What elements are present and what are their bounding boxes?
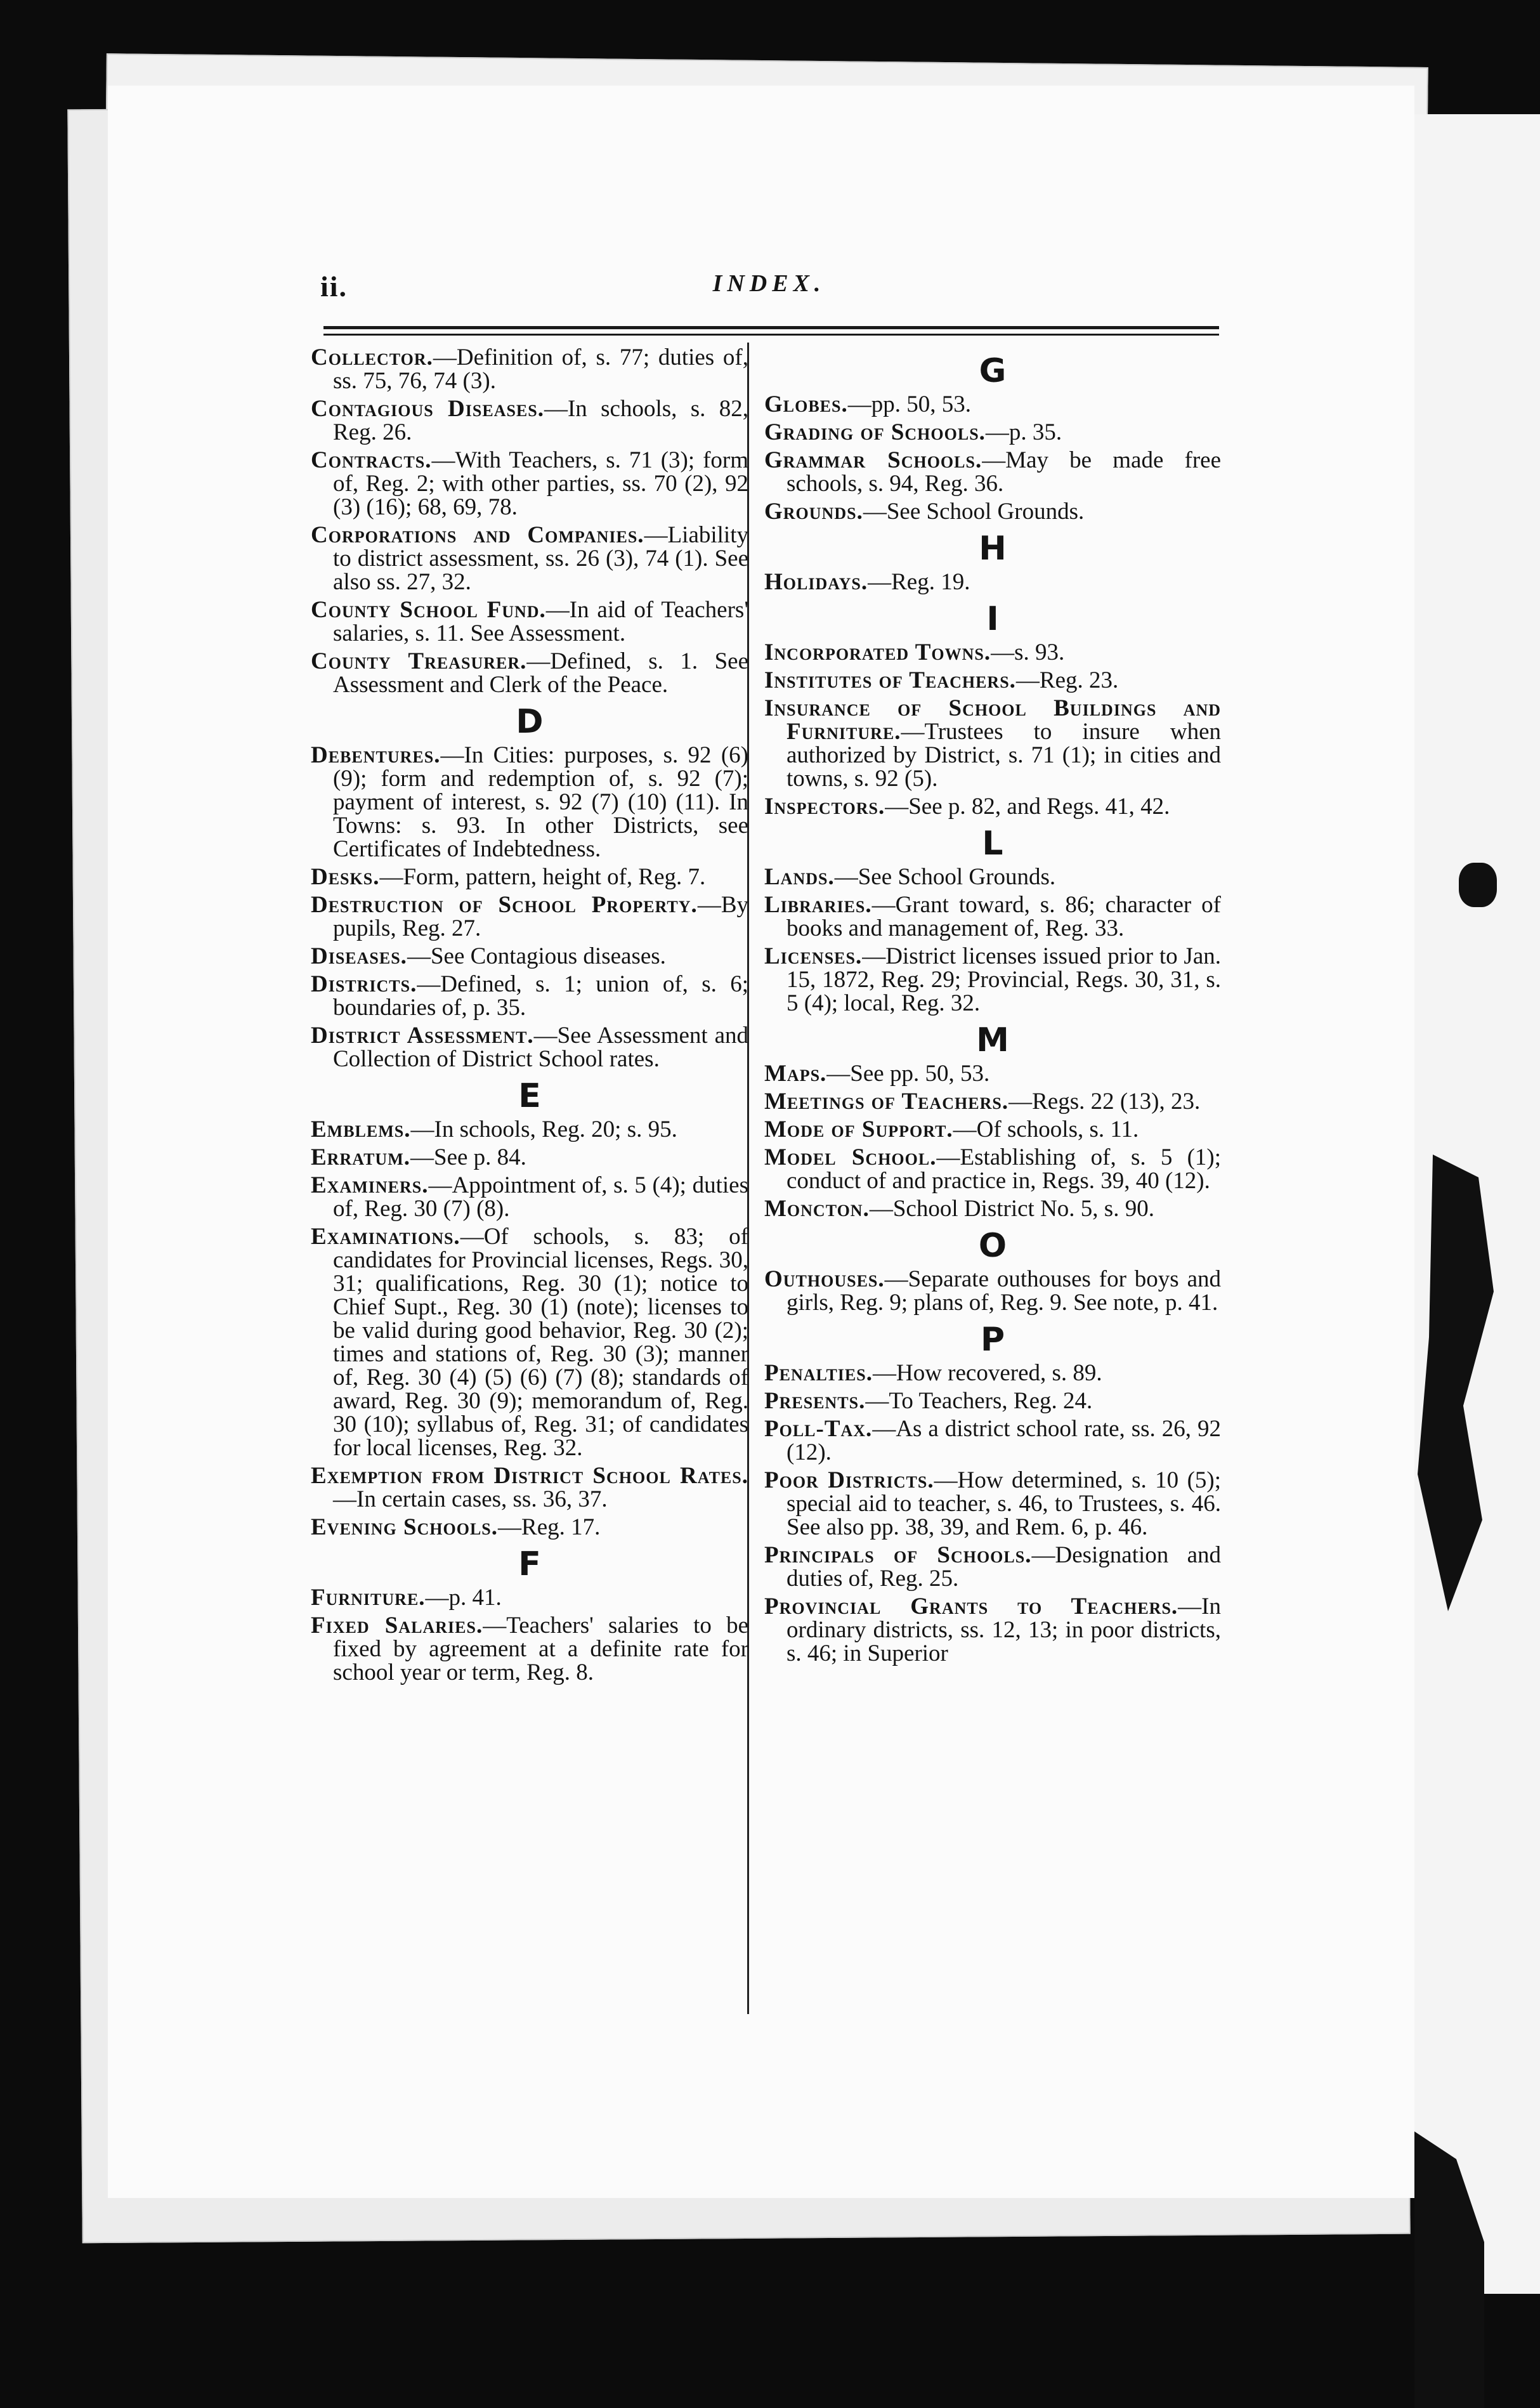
entry-text: —In aid of Teachers' salaries, s. 11. See Assessment.	[333, 597, 748, 646]
torn-paper-mark	[1414, 2131, 1484, 2408]
page-title: INDEX.	[712, 270, 826, 297]
index-entry	[764, 1469, 1221, 1539]
entry-text: —Of schools, s. 11.	[953, 1116, 1139, 1142]
entry-text: —Liability to district assessment, ss. 26 (3), 74 (1). See also ss. 27, 32.	[333, 522, 748, 595]
index-entry	[764, 1118, 1221, 1141]
entry-text: —Reg. 23.	[1015, 667, 1119, 693]
entry-heading: Districts.	[311, 971, 417, 997]
index-entry	[311, 1024, 748, 1071]
entry-text: —District licenses issued prior to Jan. 15, 1872, Reg. 29; Provincial, Regs. 30, 31, s. 5 (4); local, Reg. 32.	[786, 943, 1221, 1016]
entry-text: —p. 41.	[425, 1585, 502, 1611]
entry-heading: Diseases.	[311, 943, 407, 969]
entry-heading: Mode of Support.	[764, 1116, 953, 1142]
index-entry	[311, 865, 748, 889]
entry-heading: Insurance of School Buildings and Furniture.	[764, 695, 1221, 745]
torn-paper-mark	[1418, 1155, 1494, 1611]
entry-text: —In Cities: purposes, s. 92 (6) (9); form and redemption of, s. 92 (7); payment of interest, s. 92 (7) (10) (11). In Towns: s. 93. In other Districts, see Certificates of Indebtedness.	[333, 742, 748, 862]
page-header	[320, 270, 1218, 314]
entry-heading: Meetings of Teachers.	[764, 1089, 1009, 1115]
entry-text: —Separate outhouses for boys and girls, Reg. 9; plans of, Reg. 9. See note, p. 41.	[786, 1266, 1221, 1316]
index-entry	[764, 393, 1221, 416]
index-entry	[311, 448, 748, 519]
entry-heading: County School Fund.	[311, 597, 546, 623]
header-rule	[323, 334, 1219, 336]
entry-text: —Regs. 22 (13), 23.	[1008, 1089, 1201, 1115]
index-column-left	[311, 346, 748, 1689]
index-entry	[764, 1267, 1221, 1314]
section-letter: E	[518, 1077, 541, 1115]
entry-text: —See School Grounds.	[834, 864, 1056, 890]
section-letter: D	[516, 703, 544, 741]
entry-text: —Reg. 17.	[498, 1514, 601, 1540]
entry-heading: Desks.	[311, 864, 380, 890]
entry-text: —Defined, s. 1. See Assessment and Clerk of the Peace.	[333, 648, 748, 698]
section-letter: H	[979, 530, 1007, 568]
entry-heading: Model School.	[764, 1144, 937, 1170]
entry-heading: Furniture.	[311, 1585, 426, 1611]
entry-heading: Presents.	[764, 1388, 866, 1414]
entry-text: —Reg. 19.	[868, 569, 970, 595]
entry-heading: Fixed Salaries.	[311, 1613, 483, 1639]
torn-paper-mark	[1459, 863, 1497, 907]
entry-text: —Definition of, s. 77; duties of, ss. 75, 76, 74 (3).	[333, 344, 748, 394]
index-entry	[311, 1118, 748, 1141]
entry-heading: Lands.	[764, 864, 835, 890]
index-entry	[764, 1361, 1221, 1385]
index-entry	[311, 1515, 748, 1539]
entry-text: —Defined, s. 1; union of, s. 6; boundaries of, p. 35.	[333, 971, 748, 1021]
entry-text: —See pp. 50, 53.	[826, 1061, 990, 1087]
index-entry	[311, 598, 748, 645]
entry-text: —In certain cases, ss. 36, 37.	[333, 1486, 608, 1512]
header-rule	[323, 326, 1219, 329]
entry-text: —Of schools, s. 83; of candidates for Provincial licenses, Regs. 30, 31; qualifications, Reg. 30 (1); notice to Chief Supt., Reg. 30 (1) (note); licenses to be valid during good behavior, Reg. 30 (2); times and stations of, Reg. 30 (3); manner of, Reg. 30 (4) (5) (6) (7) (8); standards of award, Reg. 30 (9); memorandum of, Reg. 30 (10); syllabus of, Reg. 31; of candidates for local licenses, Reg. 32.	[333, 1224, 748, 1461]
entry-heading: Evening Schools.	[311, 1514, 499, 1540]
index-entry	[764, 893, 1221, 940]
index-entry	[311, 523, 748, 594]
entry-text: —To Teachers, Reg. 24.	[865, 1388, 1093, 1414]
section-letter: O	[978, 1227, 1007, 1265]
index-entry	[764, 500, 1221, 523]
index-entry	[311, 1586, 748, 1609]
entry-heading: Incorporated Towns.	[764, 639, 991, 665]
entry-text: —How recovered, s. 89.	[872, 1360, 1102, 1386]
index-entry	[311, 893, 748, 940]
index-entry	[764, 945, 1221, 1015]
index-entry	[764, 421, 1221, 444]
entry-heading: Provincial Grants to Teachers.	[764, 1593, 1178, 1620]
entry-heading: Penalties.	[764, 1360, 873, 1386]
index-entry	[764, 1146, 1221, 1193]
entry-heading: Poll-Tax.	[764, 1416, 873, 1442]
index-entry	[311, 945, 748, 968]
index-entry	[311, 346, 748, 393]
entry-heading: Inspectors.	[764, 794, 885, 820]
index-entry	[764, 1417, 1221, 1464]
entry-text: —See Contagious diseases.	[407, 943, 666, 969]
section-letter: P	[980, 1321, 1005, 1359]
entry-text: —See Assessment and Collection of District School rates.	[333, 1023, 748, 1072]
entry-heading: Destruction of School Property.	[311, 892, 698, 918]
index-entry	[311, 972, 748, 1019]
entry-text: —s. 93.	[991, 639, 1065, 665]
section-letter: F	[518, 1545, 541, 1583]
entry-heading: Exemption from District School Rates.	[311, 1463, 748, 1489]
entry-text: —In ordinary districts, ss. 12, 13; in poor districts, s. 46; in Superior	[786, 1593, 1221, 1666]
entry-text: —Designation and duties of, Reg. 25.	[786, 1542, 1221, 1592]
entry-text: —Appointment of, s. 5 (4); duties of, Reg. 30 (7) (8).	[333, 1172, 748, 1222]
entry-text: —Establishing of, s. 5 (1); conduct of and practice in, Regs. 39, 40 (12).	[786, 1144, 1221, 1194]
entry-heading: County Treasurer.	[311, 648, 527, 674]
index-entry	[764, 1090, 1221, 1113]
index-entry	[311, 1174, 748, 1220]
index-entry	[311, 1225, 748, 1460]
entry-heading: Collector.	[311, 344, 433, 370]
entry-text: —See School Grounds.	[863, 499, 1085, 525]
index-entry	[311, 650, 748, 697]
index-entry	[311, 1464, 748, 1511]
entry-text: —How determined, s. 10 (5); special aid to teacher, s. 46, to Trustees, s. 46. See also pp. 38, 39, and Rem. 6, p. 46.	[786, 1467, 1221, 1540]
entry-heading: District Assessment.	[311, 1023, 534, 1049]
section-letter: I	[986, 600, 999, 638]
entry-heading: Examiners.	[311, 1172, 429, 1198]
entry-heading: Outhouses.	[764, 1266, 885, 1292]
entry-text: —Teachers' salaries to be fixed by agreement at a definite rate for school year or term, Reg. 8.	[333, 1613, 748, 1685]
index-entry	[764, 697, 1221, 790]
entry-heading: Contracts.	[311, 447, 432, 473]
entry-text: —May be made free schools, s. 94, Reg. 36.	[786, 447, 1222, 497]
index-entry	[764, 1543, 1221, 1590]
page-number: ii.	[320, 270, 348, 303]
index-entry	[764, 641, 1221, 664]
entry-heading: Grounds.	[764, 499, 863, 525]
entry-text: —School District No. 5, s. 90.	[869, 1196, 1154, 1222]
index-entry	[764, 1197, 1221, 1220]
index-entry	[764, 865, 1221, 889]
entry-heading: Maps.	[764, 1061, 827, 1087]
entry-text: —pp. 50, 53.	[847, 391, 971, 417]
entry-text: —In schools, s. 82, Reg. 26.	[333, 396, 748, 445]
entry-text: —Form, pattern, height of, Reg. 7.	[379, 864, 706, 890]
index-entry	[764, 570, 1221, 594]
entry-heading: Libraries.	[764, 892, 872, 918]
entry-heading: Moncton.	[764, 1196, 870, 1222]
entry-heading: Poor Districts.	[764, 1467, 934, 1493]
entry-text: —See p. 82, and Regs. 41, 42.	[885, 794, 1170, 820]
index-entry	[311, 743, 748, 861]
index-entry	[311, 1614, 748, 1684]
index-column-right	[764, 346, 1221, 1670]
entry-text: —As a district school rate, ss. 26, 92 (12).	[786, 1416, 1221, 1465]
section-letter: G	[979, 352, 1007, 390]
index-entry	[311, 397, 748, 444]
index-entry	[764, 1062, 1221, 1085]
index-entry	[764, 1389, 1221, 1413]
entry-heading: Emblems.	[311, 1116, 411, 1142]
entry-heading: Corporations and Companies.	[311, 522, 644, 548]
index-entry	[764, 669, 1221, 692]
entry-text: —See p. 84.	[410, 1144, 526, 1170]
section-letter: M	[976, 1021, 1009, 1059]
entry-heading: Licenses.	[764, 943, 863, 969]
index-entry	[311, 1146, 748, 1169]
entry-heading: Contagious Diseases.	[311, 396, 544, 422]
entry-heading: Institutes of Teachers.	[764, 667, 1016, 693]
entry-heading: Grammar Schools.	[764, 447, 982, 473]
index-entry	[764, 1595, 1221, 1665]
entry-heading: Holidays.	[764, 569, 868, 595]
entry-text: —Trustees to insure when authorized by District, s. 71 (1); in cities and towns, s. 92 (5).	[786, 719, 1221, 792]
facing-page-edge	[1414, 114, 1540, 2294]
entry-heading: Examinations.	[311, 1224, 460, 1250]
entry-text: —p. 35.	[985, 419, 1062, 445]
entry-text: —In schools, Reg. 20; s. 95.	[410, 1116, 677, 1142]
entry-heading: Principals of Schools.	[764, 1542, 1032, 1568]
entry-text: —By pupils, Reg. 27.	[333, 892, 748, 941]
index-entry	[764, 795, 1221, 818]
entry-heading: Grading of Schools.	[764, 419, 986, 445]
entry-heading: Debentures.	[311, 742, 441, 768]
entry-text: —Grant toward, s. 86; character of books and management of, Reg. 33.	[786, 892, 1221, 941]
entry-heading: Erratum.	[311, 1144, 410, 1170]
entry-text: —With Teachers, s. 71 (3); form of, Reg. 2; with other parties, ss. 70 (2), 92 (3) (16); 68, 69, 78.	[333, 447, 748, 520]
section-letter: L	[982, 825, 1003, 863]
entry-heading: Globes.	[764, 391, 848, 417]
index-entry	[764, 448, 1221, 495]
